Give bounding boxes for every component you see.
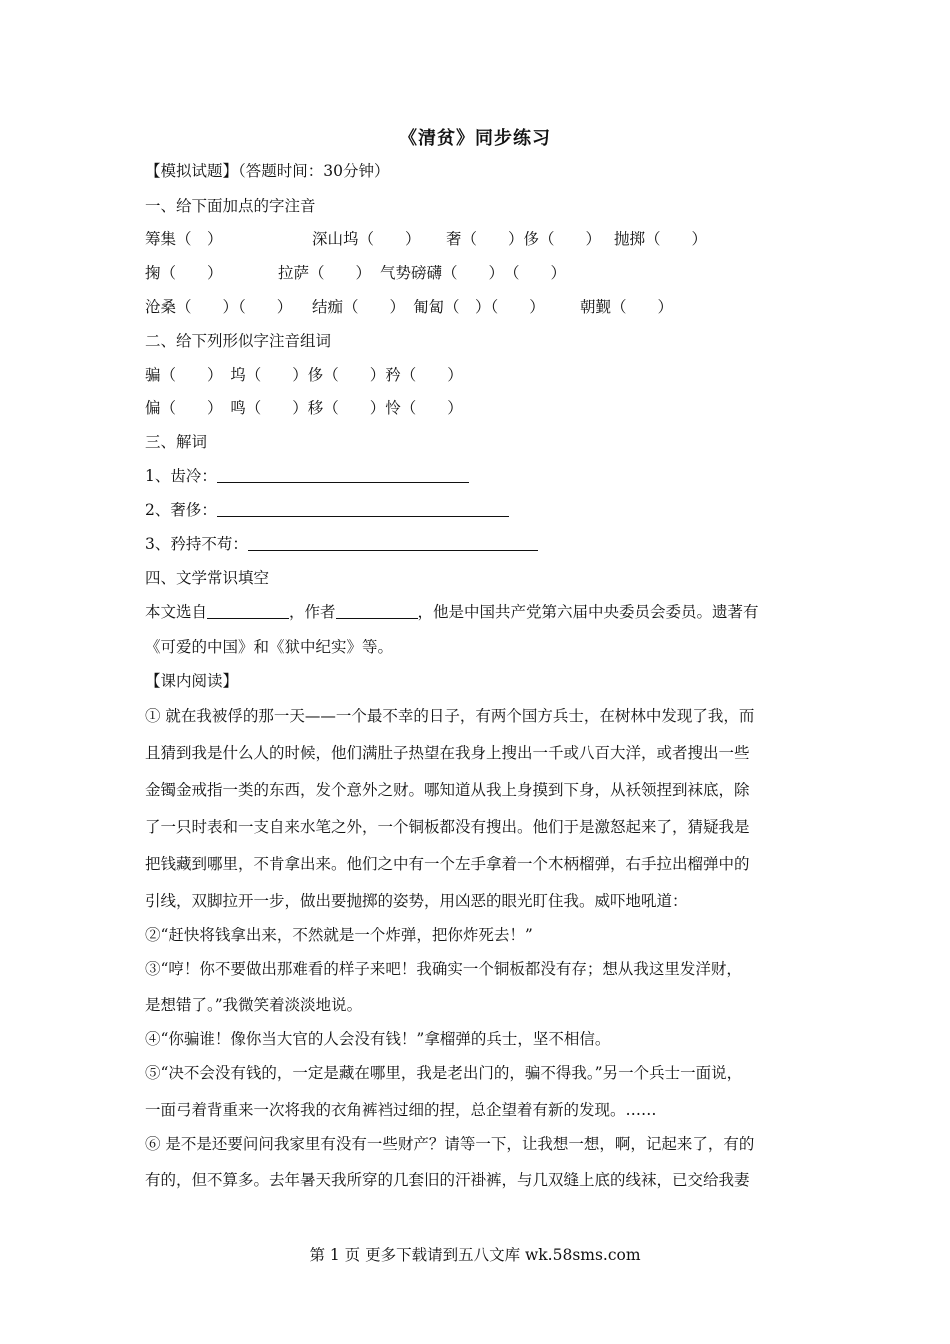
reading-line: 一面弓着背重来一次将我的衣角裤裆过细的捏，总企望着有新的发现。……	[145, 1101, 657, 1119]
s1-r2-item2: 拉萨（ ）	[278, 264, 372, 282]
s1-r1-item3: 奢（ ）侈（ ）	[446, 230, 602, 248]
definition-label-2: 2、奢侈：	[145, 501, 217, 519]
s1-r1-item1: 筹集（ ）	[145, 230, 223, 248]
reading-line: 把钱藏到哪里，不肯拿出来。他们之中有一个左手拿着一个木柄榴弹，右手拉出榴弹中的	[145, 855, 750, 873]
reading-line: 了一只时表和一支自来水笔之外，一个铜板都没有搜出。他们于是激怒起来了，猜疑我是	[145, 818, 750, 836]
s2-row1: 骗（ ） 坞（ ）侈（ ）矜（ ）	[145, 366, 463, 384]
page-title: 《清贫》同步练习	[399, 128, 551, 149]
answer-blank[interactable]	[336, 602, 418, 619]
reading-line: ③“哼！你不要做出那难看的样子来吧！我确实一个铜板都没有存；想从我这里发洋财，	[145, 960, 742, 978]
s1-r2-item3: 气势磅礴（ ） （ ）	[380, 264, 567, 282]
s1-r1-item2: 深山坞（ ）	[312, 230, 421, 248]
exam-header: 【模拟试题】（答题时间：30分钟）	[145, 162, 390, 180]
reading-line: ⑤“决不会没有钱的，一定是藏在哪里，我是老出门的，骗不得我。”另一个兵士一面说，	[145, 1064, 743, 1082]
fill-text-b: ，作者	[289, 603, 336, 621]
s2-row2: 偏（ ） 鸣（ ）移（ ）怜（ ）	[145, 399, 463, 417]
answer-blank[interactable]	[207, 602, 289, 619]
s1-r3-item4: 朝觐（ ）	[580, 298, 674, 316]
reading-line: 金镯金戒指一类的东西，发个意外之财。哪知道从我上身摸到下身，从袄领捏到袜底，除	[145, 781, 750, 799]
section3-heading: 三、解词	[145, 433, 208, 451]
reading-line: ②“赶快将钱拿出来，不然就是一个炸弹，把你炸死去！”	[145, 926, 533, 944]
reading-line: 且猜到我是什么人的时候，他们满肚子热望在我身上搜出一千或八百大洋，或者搜出一些	[145, 744, 750, 762]
s1-r1-item4: 抛掷（ ）	[614, 230, 708, 248]
reading-line: 有的，但不算多。去年暑天我所穿的几套旧的汗褂裤，与几双缝上底的线袜，已交给我妻	[145, 1171, 750, 1189]
section4-heading: 四、文学常识填空	[145, 569, 270, 587]
fill-text-c: ，他是中国共产党第六届中央委员会委员。遗著有	[417, 603, 759, 621]
reading-line: ① 就在我被俘的那一天——一个最不幸的日子，有两个国方兵士，在树林中发现了我，而	[145, 707, 755, 725]
s1-r3-item3: 匍匐（ ）（ ）	[413, 298, 545, 316]
definition-item-3	[145, 533, 538, 555]
s1-r3-item1: 沧桑（ ）（ ）	[145, 298, 293, 316]
definition-item-1	[145, 465, 469, 487]
answer-blank[interactable]	[217, 466, 469, 483]
reading-line: 引线，双脚拉开一步，做出要抛掷的姿势，用凶恶的眼光盯住我。威吓地吼道：	[145, 892, 688, 910]
reading-line: ④“你骗谁！像你当大官的人会没有钱！”拿榴弹的兵士，坚不相信。	[145, 1030, 611, 1048]
answer-blank[interactable]	[217, 500, 509, 517]
definition-item-2	[145, 499, 509, 521]
s1-r3-item2: 结痂（ ）	[312, 298, 406, 316]
fill-text-a: 本文选自	[145, 603, 208, 621]
section2-heading: 二、给下列形似字注音组词	[145, 332, 332, 350]
literature-fill-line	[145, 601, 759, 623]
section1-heading: 一、给下面加点的字注音	[145, 197, 316, 215]
literature-works-line: 《可爱的中国》和《狱中纪实》等。	[145, 638, 394, 656]
s1-r2-item1: 掬（ ）	[145, 264, 223, 282]
page-footer: 第 1 页 更多下载请到五八文库 wk.58sms.com	[309, 1246, 641, 1264]
reading-line: ⑥ 是不是还要问问我家里有没有一些财产？请等一下，让我想一想，啊，记起来了，有的	[145, 1135, 755, 1153]
definition-label-3: 3、矜持不苟：	[145, 535, 248, 553]
reading-heading: 【课内阅读】	[145, 672, 239, 690]
reading-line: 是想错了。”我微笑着淡淡地说。	[145, 996, 363, 1014]
definition-label-1: 1、齿冷：	[145, 467, 217, 485]
answer-blank[interactable]	[248, 534, 538, 551]
